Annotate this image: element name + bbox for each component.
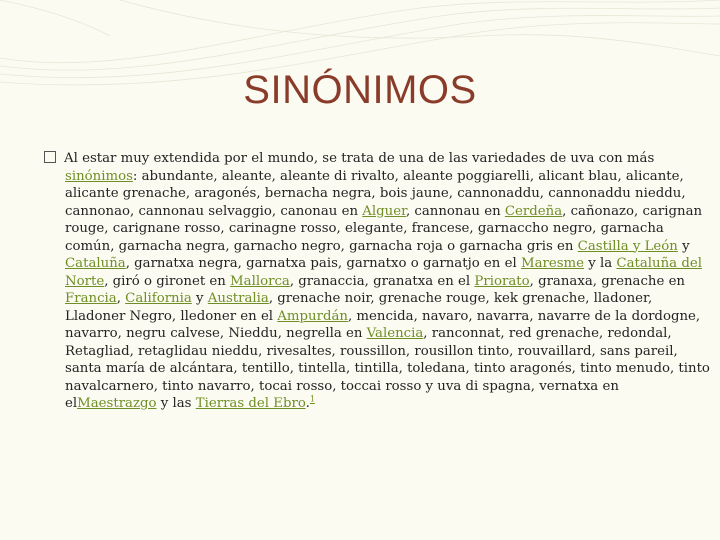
text-segment: , granaxa, grenache en <box>529 273 685 289</box>
link-cataluna[interactable]: Cataluña <box>65 256 126 271</box>
bullet-paragraph <box>44 150 713 413</box>
square-bullet-icon <box>44 151 56 163</box>
text-segment: , mencida, navaro, navarra, navarre de la dordogne, navarro, negru calvese, Nieddu, negrella en <box>65 308 701 341</box>
link-ampurdan[interactable]: Ampurdán <box>277 308 348 324</box>
text-segment: y la <box>584 256 617 271</box>
link-tierras-del-ebro[interactable]: Tierras del Ebro <box>195 396 306 411</box>
link-valencia[interactable]: Valencia <box>366 326 424 341</box>
link-mallorca[interactable]: Mallorca <box>230 273 290 289</box>
link-australia[interactable]: Australia <box>207 291 269 306</box>
link-california[interactable]: California <box>125 291 192 306</box>
slide-title: SINÓNIMOS <box>243 68 477 112</box>
text-segment: . <box>305 396 310 411</box>
footnote-reference-link[interactable]: 1 <box>309 394 315 404</box>
text-segment: : abundante, aleante, aleante di rivalto, aleante poggiarelli, alicant blau, alicante, alicante grenache, aragonés, bernacha negra, bois jaune, cannonaddu, cannonaddu nieddu, cannonao, cannonau selvaggio, canonau en <box>65 168 686 219</box>
link-priorato[interactable]: Priorato <box>474 273 530 289</box>
link-francia[interactable]: Francia <box>65 291 117 306</box>
text-segment: , cañonazo, carignan rouge, carignane rosso, carinagne rosso, elegante, francese, garnaccho negro, garnacha común, garnacha negra, garnacho negro, garnacha roja o garnacha gris en <box>65 203 703 254</box>
text-segment: , ranconnat, red grenache, redondal, Retagliad, retaglidau nieddu, rivesaltes, roussillon, rousillon tinto, rouvaillard, sans pareil, santa maría de alcántara, tentillo, tintella, tintilla, toledana, tinto aragonés, tinto menudo, tinto navalcarnero, tinto navarro, tocai rosso, toccai rosso y uva di spagna, vernatxa en el <box>65 326 710 411</box>
text-segment: , cannonau en <box>405 203 505 219</box>
text-segment: , giró o gironet en <box>104 273 231 289</box>
link-sinonimos[interactable]: sinónimos <box>65 168 133 184</box>
text-segment: y <box>677 238 690 254</box>
link-castilla-y-leon[interactable]: Castilla y León <box>577 238 678 254</box>
text-segment: y las <box>156 396 196 411</box>
link-maestrazgo[interactable]: Maestrazgo <box>77 396 157 411</box>
text-segment: , grenache noir, grenache rouge, kek grenache, lladoner, Lladoner Negro, lledoner en el <box>65 291 653 324</box>
link-cerdena[interactable]: Cerdeña <box>504 203 563 219</box>
text-segment: , garnatxa negra, garnatxa pais, garnatxo o garnatjo en el <box>125 256 521 271</box>
text-segment: Al estar muy extendida por el mundo, se trata de una de las variedades de uva con más <box>64 151 655 166</box>
text-segment: , <box>116 291 126 306</box>
link-alguer[interactable]: Alguer <box>362 203 406 219</box>
text-segment: , granaccia, granatxa en el <box>289 273 475 289</box>
link-maresme[interactable]: Maresme <box>520 256 585 271</box>
link-cataluna-del-norte[interactable]: Cataluña del Norte <box>65 256 702 289</box>
text-segment: y <box>191 291 208 306</box>
